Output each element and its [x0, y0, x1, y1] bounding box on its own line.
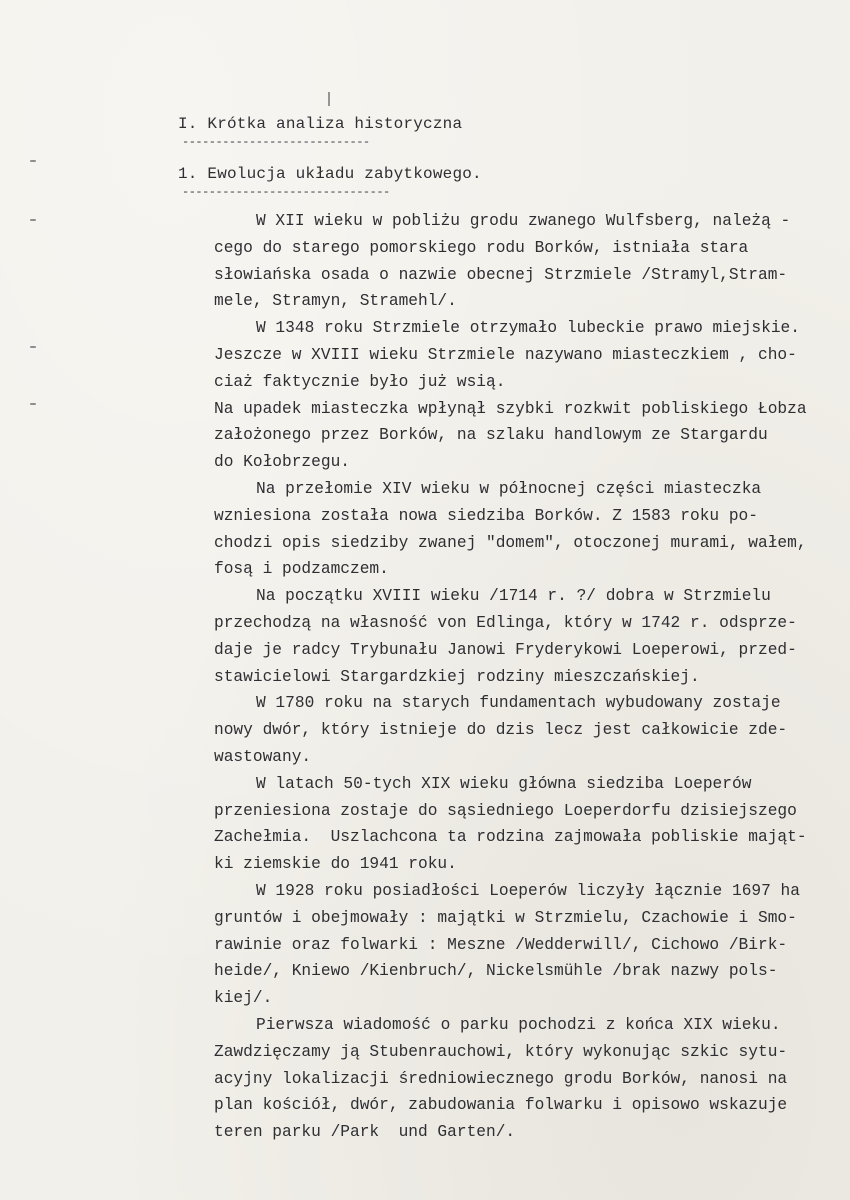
margin-mark: [30, 160, 36, 162]
text-line: mele, Stramyn, Stramehl/.: [214, 292, 457, 311]
margin-mark: [30, 346, 36, 348]
text-line: acyjny lokalizacji średniowiecznego grodu Borków, nanosi na: [214, 1069, 788, 1088]
text-line: założonego przez Borków, na szlaku handlowym ze Stargardu: [214, 426, 768, 445]
text-line: kiej/.: [214, 989, 273, 1008]
text-line: do Kołobrzegu.: [214, 453, 350, 472]
text-line: W 1928 roku posiadłości Loeperów liczyły łącznie 1697 ha: [256, 881, 800, 900]
text-line: W latach 50-tych XIX wieku główna siedziba Loeperów: [256, 774, 752, 793]
paragraph: [214, 208, 834, 315]
text-line: słowiańska osada o nazwie obecnej Strzmiele /Stramyl,Stram-: [214, 265, 788, 284]
paragraph: [214, 1012, 834, 1146]
text-line: cego do starego pomorskiego rodu Borków, istniała stara: [214, 238, 749, 257]
section-heading: I. Krótka analiza historyczna: [178, 115, 463, 133]
text-line: rawinie oraz folwarki : Meszne /Wedderwill/, Cichowo /Birk-: [214, 935, 788, 954]
text-line: W 1348 roku Strzmiele otrzymało lubeckie prawo miejskie.: [256, 319, 800, 338]
text-line: Zachełmia. Uszlachcona ta rodzina zajmowała pobliskie mająt-: [214, 828, 807, 847]
paragraph: [214, 583, 834, 690]
text-line: wastowany.: [214, 747, 312, 766]
paragraph: [214, 476, 834, 583]
section-heading-underline: ----------------------------: [182, 135, 370, 149]
text-line: ki ziemskie do 1941 roku.: [214, 855, 457, 874]
text-line: W 1780 roku na starych fundamentach wybudowany zostaje: [256, 694, 781, 713]
margin-mark: [30, 403, 36, 405]
text-line: chodzi opis siedziby zwanej "domem", otoczonej murami, wałem,: [214, 533, 807, 552]
text-line: Jeszcze w XVIII wieku Strzmiele nazywano miasteczkiem , cho-: [214, 345, 797, 364]
margin-mark: [30, 219, 36, 221]
paragraph: [214, 690, 834, 770]
text-line: Na upadek miasteczka wpłynął szybki rozkwit pobliskiego Łobza: [214, 399, 807, 418]
text-line: fosą i podzamczem.: [214, 560, 389, 579]
ink-mark: [328, 92, 330, 106]
text-line: plan kościół, dwór, zabudowania folwarku i opisowo wskazuje: [214, 1096, 788, 1115]
text-line: gruntów i obejmowały : majątki w Strzmielu, Czachowie i Smo-: [214, 908, 797, 927]
text-line: Na przełomie XIV wieku w północnej części miasteczka: [256, 479, 762, 498]
text-line: przeniesiona zostaje do sąsiedniego Loeperdorfu dzisiejszego: [214, 801, 797, 820]
body-text: [214, 208, 834, 1146]
text-line: daje je radcy Trybunału Janowi Fryderykowi Loeperowi, przed-: [214, 640, 797, 659]
text-line: Na początku XVIII wieku /1714 r. ?/ dobra w Strzmielu: [256, 587, 771, 606]
text-line: W XII wieku w pobliżu grodu zwanego Wulfsberg, należą -: [256, 212, 791, 230]
subsection-heading: 1. Ewolucja układu zabytkowego.: [178, 165, 482, 183]
paragraph: [214, 878, 834, 1012]
text-line: heide/, Kniewo /Kienbruch/, Nickelsmühle /brak nazwy pols-: [214, 962, 778, 981]
text-line: teren parku /Park und Garten/.: [214, 1123, 516, 1142]
text-line: ciaż faktycznie było już wsią.: [214, 372, 506, 391]
paragraph: [214, 771, 834, 878]
text-line: Zawdzięczamy ją Stubenrauchowi, który wykonując szkic sytu-: [214, 1042, 788, 1061]
text-line: nowy dwór, który istnieje do dzis lecz jest całkowicie zde-: [214, 721, 788, 740]
text-line: wzniesiona została nowa siedziba Borków. Z 1583 roku po-: [214, 506, 758, 525]
text-line: przechodzą na własność von Edlinga, który w 1742 r. odsprze-: [214, 613, 797, 632]
text-line: Pierwsza wiadomość o parku pochodzi z końca XIX wieku.: [256, 1015, 781, 1034]
paragraph: [214, 315, 834, 476]
subsection-heading-underline: -------------------------------: [182, 185, 390, 199]
text-line: stawicielowi Stargardzkiej rodziny mieszczańskiej.: [214, 667, 700, 686]
